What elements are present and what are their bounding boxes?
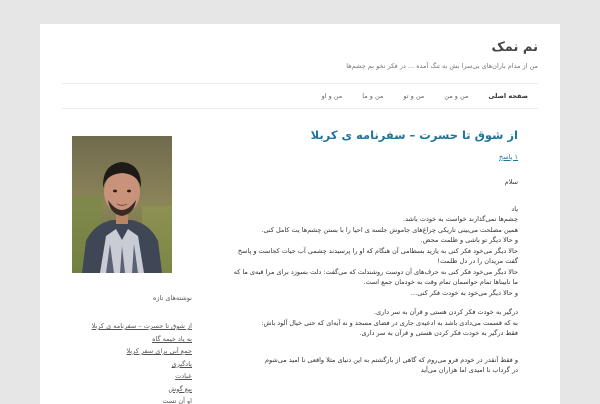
site-description: من از مدام باران‌های بی‌سرا بش به تنگ آمده ... در فکر نخو بم چشم‌ها — [346, 62, 538, 70]
post-line: درگیر به خودت فکر کردن هستی و قرآن به سر داری. — [374, 308, 518, 316]
site-title[interactable]: نم نمک — [491, 40, 538, 55]
post-line: ما نابینا‌ها تمام حواسمان تمام وقت به خودمان جمع است. — [363, 278, 518, 286]
post-line: یاد — [511, 204, 518, 213]
nav-item-me-and-us[interactable]: من و ما — [362, 92, 384, 100]
post-line: به که قسمت می‌دادی باشد به ادعیه‌ی جاری در فضای مسجد و نه آیه‌ای که حتی خیال آلود باش: — [261, 318, 518, 327]
post-line: حالا دیگر می‌خود فکر کنی به حرف‌های آن دوست روشندلت که می‌گفت: دلت بسوزد برای مرا قبه‌ی ما که — [233, 267, 518, 276]
recent-post-link[interactable]: بیع گوش — [168, 384, 192, 393]
post-line: حالا دیگر می‌خود فکر کنی به یازید بسطامی آن هنگام که او را پرسیدند چشمی آب حیات کجاست و پاسخ — [237, 246, 518, 255]
reply-link[interactable]: ۱ پاسخ — [499, 153, 518, 161]
post-line: فقط درگیر به خودت فکر کردن هستی و قرآن به سر داری. — [359, 329, 518, 337]
list-item — [72, 333, 192, 346]
post-paragraph — [218, 355, 518, 376]
post-line: و حالا دیگر تو باشی و ظلمت محض. — [420, 236, 518, 244]
recent-post-link[interactable]: یادگیری — [171, 359, 192, 368]
post-line: سلام — [504, 178, 518, 186]
post-line: و حالا دیگر می‌خود به خودت فکر کنی… — [410, 288, 518, 297]
list-item — [72, 370, 192, 383]
recent-post-link[interactable]: او آن تست — [162, 397, 192, 404]
post-line: همین مصلحت می‌بینی تاریکی چراغ‌های جاموش جلسه ی احیا را با بستن چشم‌ها یت کامل کنی. — [261, 225, 518, 234]
list-item — [72, 383, 192, 396]
recent-post-link[interactable]: از شوق تا حسرت – سفرنامه ی کربلا — [91, 322, 192, 330]
post-line: در گرداب نا امیدی اما هزاران می‌آید — [420, 366, 518, 374]
author-photo — [72, 136, 172, 273]
nav-item-me-and-me[interactable]: من و من — [444, 92, 469, 100]
post-line: و فقط آنقدر در خودم فرو می‌روم که گاهی از بازگشتم به این دنیای مثلا واقعی نا امید می‌شوم — [265, 355, 518, 364]
recent-post-link[interactable]: عبادت — [175, 372, 192, 380]
recent-posts-list — [72, 320, 192, 404]
nav-item-me-and-you[interactable]: من و تو — [403, 92, 425, 100]
main-nav — [62, 83, 538, 109]
post-line: چشم‌ها نمی‌گذارند خواست به خودت باشد. — [403, 215, 518, 223]
post-line: گفت مریدان را در دل ظلمت! — [437, 257, 518, 265]
post-content — [218, 128, 518, 376]
nav-item-home[interactable]: صفحه اصلی — [488, 92, 528, 100]
post-paragraph — [218, 307, 518, 339]
post-paragraph — [218, 177, 518, 188]
post-paragraph — [218, 204, 518, 215]
post-title[interactable]: از شوق تا حسرت – سفرنامه ی کربلا — [310, 128, 518, 142]
list-item — [72, 358, 192, 371]
post-paragraph — [218, 214, 518, 298]
list-item — [72, 345, 192, 358]
recent-posts-title: نوشته‌های تازه — [153, 294, 192, 302]
page-container — [40, 24, 560, 404]
recent-post-link[interactable]: جمع آنی برای سفر کربلا — [126, 347, 192, 355]
recent-post-link[interactable]: به یاد خیمه گاه — [152, 334, 192, 343]
list-item — [72, 320, 192, 333]
nav-item-me-and-him[interactable]: من و او — [321, 92, 343, 100]
